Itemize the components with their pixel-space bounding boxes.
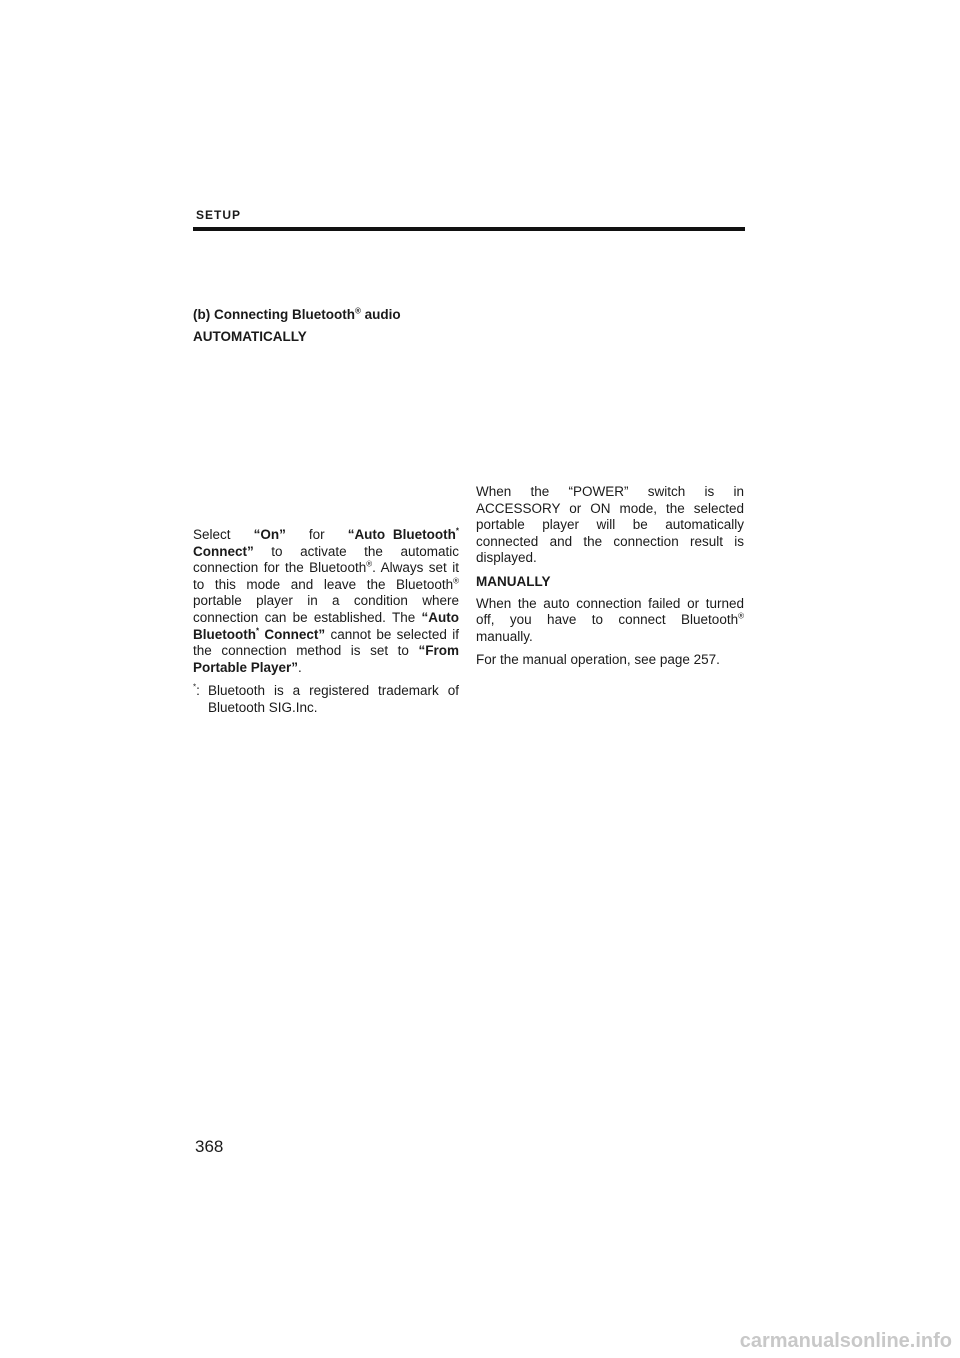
text-for: for bbox=[308, 527, 325, 542]
subsection-title-suffix: audio bbox=[360, 307, 401, 322]
header-rule bbox=[193, 227, 745, 231]
page-number: 368 bbox=[195, 1137, 224, 1156]
text-always: . Always set it to this mode and leave the Bluetooth bbox=[193, 560, 459, 592]
footnote-text: Bluetooth is a registered trademark of Bluetooth SIG.Inc. bbox=[208, 683, 459, 715]
text-cannot: cannot be selected if the connection method is set to bbox=[193, 626, 459, 659]
auto-connection-paragraph: When the “POWER” switch is in ACCESSORY or ON mode, the selected portable player will be automatically connected and the connection result is displayed. bbox=[476, 484, 744, 566]
right-column bbox=[476, 484, 744, 676]
auto-bluetooth-text: “Auto Bluetooth bbox=[347, 527, 456, 542]
manual-text-end: manually. bbox=[476, 628, 533, 644]
subsection-title bbox=[193, 307, 401, 322]
manual-operation-reference: For the manual operation, see page 257. bbox=[476, 652, 720, 668]
manual-connection-paragraph bbox=[476, 596, 744, 646]
on-option: “On” bbox=[253, 527, 286, 542]
connect-text: Connect” bbox=[259, 626, 326, 642]
trademark-star: * bbox=[455, 526, 459, 536]
left-column bbox=[193, 527, 459, 717]
manually-heading: MANUALLY bbox=[476, 573, 551, 589]
text-period: . bbox=[298, 659, 302, 675]
text-activate: to activate the automatic connection for the Bluetooth bbox=[193, 543, 459, 576]
auto-connect-paragraph bbox=[193, 527, 459, 676]
section-label: SETUP bbox=[196, 208, 242, 222]
trademark-star: * bbox=[256, 626, 260, 636]
automatically-heading: AUTOMATICALLY bbox=[193, 329, 307, 344]
registered-mark: ® bbox=[366, 559, 373, 569]
subsection-title-text: (b) Connecting Bluetooth bbox=[193, 307, 355, 322]
registered-mark: ® bbox=[453, 576, 459, 586]
footnote-star: * bbox=[193, 682, 197, 692]
registered-mark: ® bbox=[738, 611, 744, 621]
trademark-footnote bbox=[193, 683, 459, 716]
footnote-mark bbox=[193, 683, 208, 716]
text-portable: portable player in a condition where connection can be established. The bbox=[193, 593, 459, 625]
manual-text: When the auto connection failed or turned off, you have to connect Bluetooth bbox=[476, 595, 744, 628]
text-select: Select bbox=[193, 527, 231, 542]
auto-bluetooth-text: “Auto Bluetooth bbox=[193, 609, 459, 642]
footnote-colon: : bbox=[196, 683, 200, 699]
from-portable-player-label: “From Portable Player” bbox=[193, 643, 459, 675]
connect-text: Connect” bbox=[193, 543, 254, 559]
watermark: carmanualsonline.info bbox=[739, 1330, 952, 1352]
registered-mark: ® bbox=[354, 306, 361, 316]
